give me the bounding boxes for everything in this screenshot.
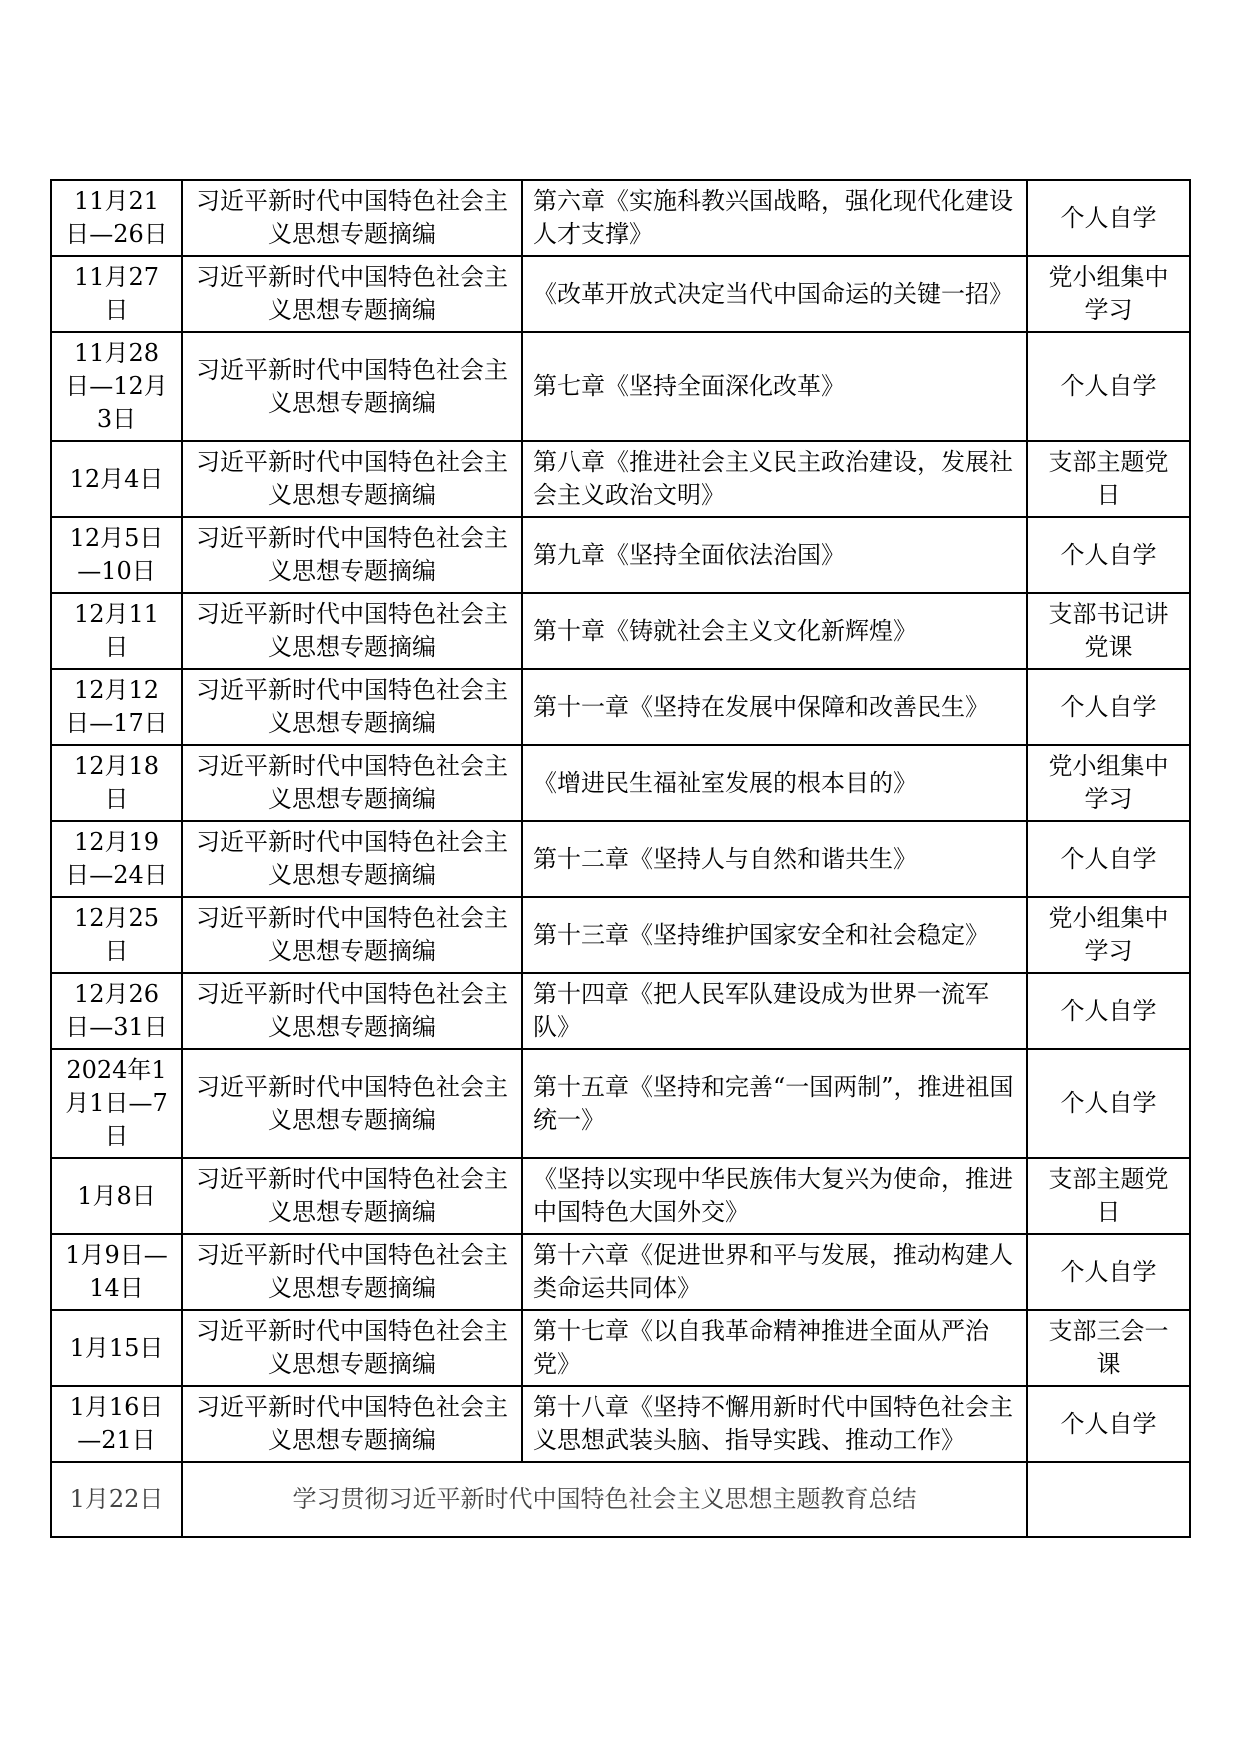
table-row [51, 180, 1190, 256]
source-cell: 习近平新时代中国特色社会主义思想专题摘编 [182, 669, 522, 745]
source-cell: 习近平新时代中国特色社会主义思想专题摘编 [182, 1386, 522, 1462]
summary-date-cell: 1月22日 [51, 1462, 182, 1537]
chapter-cell: 第十二章《坚持人与自然和谐共生》 [522, 821, 1027, 897]
source-cell: 习近平新时代中国特色社会主义思想专题摘编 [182, 897, 522, 973]
chapter-cell: 第八章《推进社会主义民主政治建设，发展社会主义政治文明》 [522, 441, 1027, 517]
source-cell: 习近平新时代中国特色社会主义思想专题摘编 [182, 821, 522, 897]
chapter-cell: 第十六章《促进世界和平与发展，推动构建人类命运共同体》 [522, 1234, 1027, 1310]
date-cell: 12月4日 [51, 441, 182, 517]
format-cell: 个人自学 [1027, 180, 1190, 256]
source-cell: 习近平新时代中国特色社会主义思想专题摘编 [182, 593, 522, 669]
table-row [51, 745, 1190, 821]
date-cell: 1月16日—21日 [51, 1386, 182, 1462]
date-cell: 12月11日 [51, 593, 182, 669]
source-cell: 习近平新时代中国特色社会主义思想专题摘编 [182, 256, 522, 332]
table-row [51, 1234, 1190, 1310]
source-cell: 习近平新时代中国特色社会主义思想专题摘编 [182, 441, 522, 517]
date-cell: 12月25日 [51, 897, 182, 973]
format-cell: 支部主题党日 [1027, 1158, 1190, 1234]
format-cell: 个人自学 [1027, 332, 1190, 441]
date-cell: 12月18日 [51, 745, 182, 821]
date-cell: 12月26日—31日 [51, 973, 182, 1049]
table-row [51, 973, 1190, 1049]
format-cell: 个人自学 [1027, 669, 1190, 745]
source-cell: 习近平新时代中国特色社会主义思想专题摘编 [182, 1049, 522, 1158]
format-cell: 党小组集中学习 [1027, 256, 1190, 332]
chapter-cell: 第十章《铸就社会主义文化新辉煌》 [522, 593, 1027, 669]
format-cell: 支部三会一课 [1027, 1310, 1190, 1386]
format-cell: 个人自学 [1027, 973, 1190, 1049]
summary-format-cell [1027, 1462, 1190, 1537]
table-row [51, 1158, 1190, 1234]
table-row [51, 441, 1190, 517]
source-cell: 习近平新时代中国特色社会主义思想专题摘编 [182, 1158, 522, 1234]
table-row [51, 669, 1190, 745]
chapter-cell: 第九章《坚持全面依法治国》 [522, 517, 1027, 593]
table-row [51, 897, 1190, 973]
chapter-cell: 第十八章《坚持不懈用新时代中国特色社会主义思想武装头脑、指导实践、推动工作》 [522, 1386, 1027, 1462]
table-row [51, 256, 1190, 332]
format-cell: 党小组集中学习 [1027, 745, 1190, 821]
chapter-cell: 《改革开放式决定当代中国命运的关键一招》 [522, 256, 1027, 332]
source-cell: 习近平新时代中国特色社会主义思想专题摘编 [182, 973, 522, 1049]
format-cell: 个人自学 [1027, 517, 1190, 593]
summary-row [51, 1462, 1190, 1537]
table-row [51, 1049, 1190, 1158]
date-cell: 12月12日—17日 [51, 669, 182, 745]
source-cell: 习近平新时代中国特色社会主义思想专题摘编 [182, 1310, 522, 1386]
chapter-cell: 第七章《坚持全面深化改革》 [522, 332, 1027, 441]
format-cell: 支部主题党日 [1027, 441, 1190, 517]
source-cell: 习近平新时代中国特色社会主义思想专题摘编 [182, 180, 522, 256]
table-row [51, 593, 1190, 669]
format-cell: 个人自学 [1027, 1386, 1190, 1462]
summary-text-cell: 学习贯彻习近平新时代中国特色社会主义思想主题教育总结 [182, 1462, 1027, 1537]
date-cell: 11月21日—26日 [51, 180, 182, 256]
chapter-cell: 第十五章《坚持和完善“一国两制”，推进祖国统一》 [522, 1049, 1027, 1158]
format-cell: 个人自学 [1027, 821, 1190, 897]
date-cell: 12月19日—24日 [51, 821, 182, 897]
format-cell: 党小组集中学习 [1027, 897, 1190, 973]
date-cell: 11月28日—12月3日 [51, 332, 182, 441]
date-cell: 1月9日—14日 [51, 1234, 182, 1310]
date-cell: 1月15日 [51, 1310, 182, 1386]
date-cell: 11月27日 [51, 256, 182, 332]
date-cell: 1月8日 [51, 1158, 182, 1234]
table-row [51, 1386, 1190, 1462]
chapter-cell: 第十三章《坚持维护国家安全和社会稳定》 [522, 897, 1027, 973]
date-cell: 2024年1月1日—7日 [51, 1049, 182, 1158]
table-row [51, 821, 1190, 897]
study-schedule-table [50, 179, 1191, 1538]
date-cell: 12月5日—10日 [51, 517, 182, 593]
table-row [51, 332, 1190, 441]
source-cell: 习近平新时代中国特色社会主义思想专题摘编 [182, 1234, 522, 1310]
chapter-cell: 第六章《实施科教兴国战略，强化现代化建设人才支撑》 [522, 180, 1027, 256]
source-cell: 习近平新时代中国特色社会主义思想专题摘编 [182, 332, 522, 441]
chapter-cell: 第十四章《把人民军队建设成为世界一流军队》 [522, 973, 1027, 1049]
table-row [51, 517, 1190, 593]
chapter-cell: 第十一章《坚持在发展中保障和改善民生》 [522, 669, 1027, 745]
chapter-cell: 《坚持以实现中华民族伟大复兴为使命，推进中国特色大国外交》 [522, 1158, 1027, 1234]
format-cell: 个人自学 [1027, 1049, 1190, 1158]
format-cell: 支部书记讲党课 [1027, 593, 1190, 669]
chapter-cell: 《增进民生福祉室发展的根本目的》 [522, 745, 1027, 821]
source-cell: 习近平新时代中国特色社会主义思想专题摘编 [182, 517, 522, 593]
chapter-cell: 第十七章《以自我革命精神推进全面从严治党》 [522, 1310, 1027, 1386]
table-row [51, 1310, 1190, 1386]
source-cell: 习近平新时代中国特色社会主义思想专题摘编 [182, 745, 522, 821]
format-cell: 个人自学 [1027, 1234, 1190, 1310]
